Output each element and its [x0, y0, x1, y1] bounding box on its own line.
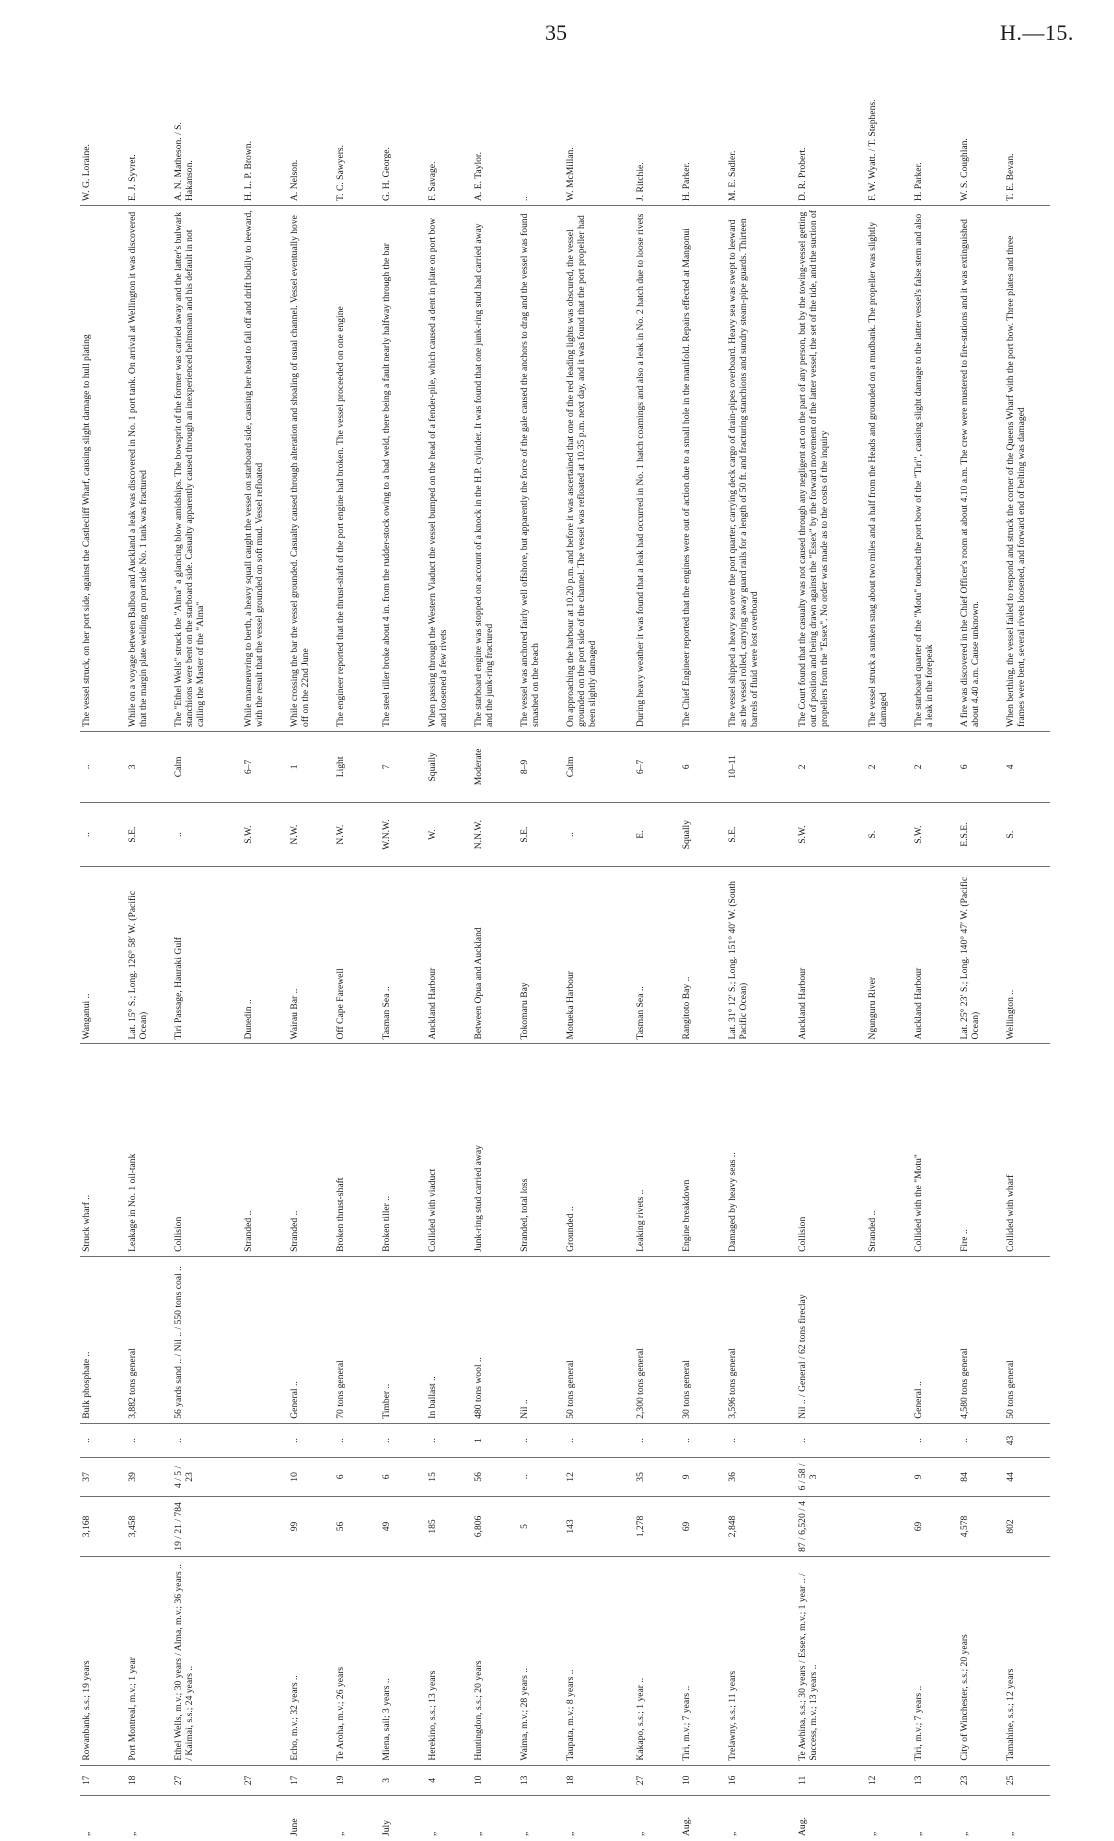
tonnage-cell [866, 1496, 912, 1557]
month-cell: June [288, 1796, 334, 1841]
crew-cell [242, 1458, 288, 1496]
month-cell: „ [564, 1796, 634, 1841]
force-cell: 10–11 [726, 731, 796, 802]
cargo-cell: 56 yards sand .. / Nil .. / 550 tons coal .. [172, 1256, 242, 1423]
nature-cell: Grounded .. [564, 1044, 634, 1256]
table-row [912, 80, 958, 1840]
crew-cell: 6 [380, 1458, 426, 1496]
wind-cell: S. [866, 802, 912, 867]
nature-cell: Fire .. [958, 1044, 1004, 1256]
tonnage-cell: 3,458 [126, 1496, 172, 1557]
wind-cell: S.E. [126, 802, 172, 867]
wind-cell: .. [172, 802, 242, 867]
month-cell: „ [472, 1796, 518, 1841]
cargo-cell: General .. [912, 1256, 958, 1423]
day-cell: 13 [912, 1765, 958, 1795]
vessel-cell: City of Winchester, s.s.; 20 years [958, 1557, 1004, 1765]
passengers-cell: .. [334, 1423, 380, 1457]
place-cell: Tasman Sea .. [380, 867, 426, 1044]
vessel-cell: Taupata, m.v.; 8 years .. [564, 1557, 634, 1765]
officer-cell: W. McMillan. [565, 147, 576, 201]
nature-cell: Junk-ring stud carried away [472, 1044, 518, 1256]
place-cell: Lat. 25° 23′ S.; Long. 140° 47′ W. (Pacific Ocean) [958, 867, 1004, 1044]
passengers-cell: .. [564, 1423, 634, 1457]
officer-cell: W. G. Loraine. [81, 144, 92, 201]
description-cell: The Chief Engineer reported that the engines were out of action due to a small hole in the manifold. Repairs effected at Mangonui [680, 206, 726, 732]
place-cell: Motueka Harbour [564, 867, 634, 1044]
wind-cell: S.W. [242, 802, 288, 867]
cargo-cell: 4,580 tons general [958, 1256, 1004, 1423]
month-cell: „ [426, 1796, 472, 1841]
table-row [126, 80, 172, 1840]
day-cell: 3 [380, 1765, 426, 1795]
cargo-cell: Timber .. [380, 1256, 426, 1423]
cargo-cell: 480 tons wool .. [472, 1256, 518, 1423]
place-cell: Rangitoto Bay .. [680, 867, 726, 1044]
force-cell: 2 [796, 731, 866, 802]
rotated-table-area [80, 80, 1080, 1840]
table-row [334, 80, 380, 1840]
table-body [80, 80, 1050, 1840]
place-cell: Dunedin .. [242, 867, 288, 1044]
crew-cell: 35 [634, 1458, 680, 1496]
cargo-cell: 50 tons general [564, 1256, 634, 1423]
nature-cell: Collision [172, 1044, 242, 1256]
crew-cell: 6 / 58 / 3 [796, 1458, 866, 1496]
table-row [80, 80, 126, 1840]
force-cell: 6 [958, 731, 1004, 802]
force-cell: Light [334, 731, 380, 802]
officer-cell: T. C. Sawyers. [335, 144, 346, 201]
table-row [680, 80, 726, 1840]
description-cell: The Court found that the casualty was not caused through any negligent act on the part of any person, but by the towing-vessel getting out of position and being drawn against the "Essex" by the forward movement of the latter vessel, the set of the tide, and the suction of propellers from the "Essex". No order was made as to the costs of the inquiry [796, 206, 866, 732]
force-cell: 8–9 [518, 731, 564, 802]
month-cell: „ [958, 1796, 1004, 1841]
officer-cell: A. E. Taylor. [473, 152, 484, 201]
table-row [866, 80, 912, 1840]
vessel-cell: Tiri, m.v.; 7 years .. [912, 1557, 958, 1765]
cargo-cell: 2,300 tons general [634, 1256, 680, 1423]
passengers-cell: .. [726, 1423, 796, 1457]
cargo-cell: Nil .. / General / 62 tons fireclay [796, 1256, 866, 1423]
month-cell: „ [518, 1796, 564, 1841]
month-cell: „ [726, 1796, 796, 1841]
place-cell: Tiri Passage, Hauraki Gulf [172, 867, 242, 1044]
tonnage-cell: 185 [426, 1496, 472, 1557]
nature-cell: Collided with the "Motu" [912, 1044, 958, 1256]
cargo-cell: 50 tons general [1004, 1256, 1050, 1423]
tonnage-cell: 19 / 21 / 784 [172, 1496, 242, 1557]
place-cell: Ngunguru River [866, 867, 912, 1044]
passengers-cell: .. [126, 1423, 172, 1457]
wind-cell: Squally [680, 802, 726, 867]
tonnage-cell: 1,278 [634, 1496, 680, 1557]
force-cell: 4 [1004, 731, 1050, 802]
wind-cell: S. [1004, 802, 1050, 867]
wind-cell: S.W. [796, 802, 866, 867]
tonnage-cell: 69 [680, 1496, 726, 1557]
officer-cell: H. Parker. [681, 162, 692, 201]
place-cell: Lat. 15° S.; Long. 126° 58′ W. (Pacific Ocean) [126, 867, 172, 1044]
tonnage-cell: 5 [518, 1496, 564, 1557]
place-cell: Tokomaru Bay [518, 867, 564, 1044]
officer-cell: A. Nelson. [289, 159, 300, 201]
force-cell: .. [80, 731, 126, 802]
table-row [1004, 80, 1050, 1840]
wind-cell: W. [426, 802, 472, 867]
day-cell: 17 [80, 1765, 126, 1795]
force-cell: 2 [866, 731, 912, 802]
force-cell: 1 [288, 731, 334, 802]
table-row [634, 80, 680, 1840]
force-cell: 2 [912, 731, 958, 802]
crew-cell: 4 / 5 / 23 [172, 1458, 242, 1496]
document-code: H.—15. [1000, 20, 1074, 45]
vessel-cell [242, 1557, 288, 1765]
month-cell: „ [912, 1796, 958, 1841]
force-cell: 7 [380, 731, 426, 802]
passengers-cell: .. [380, 1423, 426, 1457]
place-cell: Auckland Harbour [796, 867, 866, 1044]
nature-cell: Leakage in No. 1 oil-tank [126, 1044, 172, 1256]
nature-cell: Stranded .. [866, 1044, 912, 1256]
wind-cell: E.S.E. [958, 802, 1004, 867]
nature-cell: Stranded, total loss [518, 1044, 564, 1256]
nature-cell: Damaged by heavy seas .. [726, 1044, 796, 1256]
force-cell: Moderate [472, 731, 518, 802]
table-row [958, 80, 1004, 1840]
crew-cell: 15 [426, 1458, 472, 1496]
description-cell: A fire was discovered in the Chief Officer's room at about 4.10 a.m. The crew were mustered to fire-stations and it was extinguished about 4.40 a.m. Cause unknown. [958, 206, 1004, 732]
officer-cell: D. R. Probert. [797, 147, 808, 201]
wind-cell: S.W. [912, 802, 958, 867]
vessel-cell: Waima, m.v.; 28 years .. [518, 1557, 564, 1765]
crew-cell: 39 [126, 1458, 172, 1496]
crew-cell: 9 [680, 1458, 726, 1496]
description-cell: The vessel was anchored fairly well offshore, but apparently the force of the gale caused the anchors to drag and the vessel was found smashed on the beach [518, 206, 564, 732]
tonnage-cell: 2,848 [726, 1496, 796, 1557]
day-cell: 13 [518, 1765, 564, 1795]
description-cell: When berthing, the vessel failed to respond and struck the corner of the Queens Wharf with the port bow. Three plates and three frames were bent, several rivets loosened, and forward end of belting was damaged [1004, 206, 1050, 732]
passengers-cell [866, 1423, 912, 1457]
day-cell: 19 [334, 1765, 380, 1795]
passengers-cell: .. [288, 1423, 334, 1457]
day-cell: 10 [680, 1765, 726, 1795]
officer-cell: F. W. Wyatt. / T. Stephens. [867, 99, 878, 201]
wind-cell: .. [80, 802, 126, 867]
table-row [796, 80, 866, 1840]
month-cell: „ [1004, 1796, 1050, 1841]
month-cell: „ [334, 1796, 380, 1841]
vessel-cell [866, 1557, 912, 1765]
table-row [380, 80, 426, 1840]
crew-cell: 84 [958, 1458, 1004, 1496]
month-cell: July [380, 1796, 426, 1841]
cargo-cell [242, 1256, 288, 1423]
vessel-cell: Echo, m.v.; 32 years .. [288, 1557, 334, 1765]
passengers-cell: .. [958, 1423, 1004, 1457]
description-cell: During heavy weather it was found that a leak had occurred in No. 1 hatch coamings and also a leak in No. 2 hatch due to loose rivets [634, 206, 680, 732]
nature-cell: Collided with wharf [1004, 1044, 1050, 1256]
casualty-table [80, 80, 1050, 1840]
officer-cell: H. L. P. Brown. [243, 141, 254, 201]
wind-cell: N.N.W. [472, 802, 518, 867]
crew-cell: 44 [1004, 1458, 1050, 1496]
tonnage-cell: 802 [1004, 1496, 1050, 1557]
passengers-cell: 1 [472, 1423, 518, 1457]
description-cell: When passing through the Western Viaduct the vessel bumped on the head of a fender-pile, which caused a dent in plate on port bow and loosened a few rivets [426, 206, 472, 732]
officer-cell: T. E. Bevan. [1005, 153, 1016, 201]
place-cell: Wanganui .. [80, 867, 126, 1044]
tonnage-cell: 6,806 [472, 1496, 518, 1557]
vessel-cell: Herekino, s.s.; 13 years [426, 1557, 472, 1765]
passengers-cell [242, 1423, 288, 1457]
crew-cell: 36 [726, 1458, 796, 1496]
force-cell: 6–7 [634, 731, 680, 802]
force-cell: 6 [680, 731, 726, 802]
officer-cell: G. H. George. [381, 147, 392, 201]
wind-cell: S.E. [518, 802, 564, 867]
cargo-cell: 30 tons general [680, 1256, 726, 1423]
crew-cell: 9 [912, 1458, 958, 1496]
table-row [242, 80, 288, 1840]
nature-cell: Collided with viaduct [426, 1044, 472, 1256]
crew-cell: 10 [288, 1458, 334, 1496]
crew-cell: 6 [334, 1458, 380, 1496]
month-cell [242, 1796, 288, 1841]
officer-cell: W. S. Coughlan. [959, 138, 970, 201]
table-row [172, 80, 242, 1840]
nature-cell: Collision [796, 1044, 866, 1256]
nature-cell: Broken thrust-shaft [334, 1044, 380, 1256]
cargo-cell [866, 1256, 912, 1423]
table-row [518, 80, 564, 1840]
place-cell: Auckland Harbour [912, 867, 958, 1044]
tonnage-cell: 69 [912, 1496, 958, 1557]
officer-cell: .. [519, 196, 530, 201]
cargo-cell: Nil .. [518, 1256, 564, 1423]
force-cell: 6–7 [242, 731, 288, 802]
tonnage-cell: 87 / 6,520 / 4 [796, 1496, 866, 1557]
table-row [726, 80, 796, 1840]
passengers-cell: .. [912, 1423, 958, 1457]
month-cell: Aug. [796, 1796, 866, 1841]
day-cell: 25 [1004, 1765, 1050, 1795]
day-cell: 12 [866, 1765, 912, 1795]
description-cell: While crossing the bar the vessel grounded. Casualty caused through alteration and shoaling of usual channel. Vessel eventually hove off on the 22nd June [288, 206, 334, 732]
day-cell: 11 [796, 1765, 866, 1795]
passengers-cell: .. [426, 1423, 472, 1457]
cargo-cell: 70 tons general [334, 1256, 380, 1423]
table-row [288, 80, 334, 1840]
cargo-cell: 3,596 tons general [726, 1256, 796, 1423]
description-cell: The "Ethel Wells" struck the "Alma" a glancing blow amidships. The bowsprit of the former was carried away and the latter's bulwark stanchions were bent on the starboard side. Casualty apparently caused through an inexperienced helmsman and his default in not calling the Master of the "Alma" [172, 206, 242, 732]
day-cell: 16 [726, 1765, 796, 1795]
nature-cell: Engine breakdown [680, 1044, 726, 1256]
description-cell: The vessel struck, on her port side, against the Castlecliff Wharf, causing slight damage to hull plating [80, 206, 126, 732]
nature-cell: Stranded .. [288, 1044, 334, 1256]
force-cell: Calm [564, 731, 634, 802]
description-cell: The engineer reported that the thrust-shaft of the port engine had broken. The vessel proceeded on one engine [334, 206, 380, 732]
vessel-cell: Tiri, m.v.; 7 years .. [680, 1557, 726, 1765]
passengers-cell: .. [796, 1423, 866, 1457]
vessel-cell: Tamahine, s.s.; 12 years [1004, 1557, 1050, 1765]
nature-cell: Broken tiller .. [380, 1044, 426, 1256]
officer-cell: E. J. Syvret. [127, 154, 138, 201]
officer-cell: M. E. Sadler. [727, 150, 738, 201]
place-cell: Tasman Sea .. [634, 867, 680, 1044]
force-cell: Calm [172, 731, 242, 802]
page-number: 35 [545, 20, 567, 45]
crew-cell: 12 [564, 1458, 634, 1496]
day-cell: 17 [288, 1765, 334, 1795]
passengers-cell: .. [634, 1423, 680, 1457]
day-cell: 18 [126, 1765, 172, 1795]
month-cell [172, 1796, 242, 1841]
crew-cell: 37 [80, 1458, 126, 1496]
tonnage-cell: 56 [334, 1496, 380, 1557]
tonnage-cell: 49 [380, 1496, 426, 1557]
nature-cell: Leaking rivets .. [634, 1044, 680, 1256]
passengers-cell: .. [80, 1423, 126, 1457]
cargo-cell: Bulk phosphate .. [80, 1256, 126, 1423]
tonnage-cell: 4,578 [958, 1496, 1004, 1557]
officer-cell: F. Savage. [427, 161, 438, 201]
wind-cell: W.N.W. [380, 802, 426, 867]
cargo-cell: General .. [288, 1256, 334, 1423]
month-cell: „ [126, 1796, 172, 1841]
cargo-cell: In ballast .. [426, 1256, 472, 1423]
table-row [426, 80, 472, 1840]
officer-cell: H. Parker. [913, 162, 924, 201]
day-cell: 27 [172, 1765, 242, 1795]
wind-cell: N.W. [334, 802, 380, 867]
day-cell: 18 [564, 1765, 634, 1795]
place-cell: Between Opua and Auckland [472, 867, 518, 1044]
vessel-cell: Huntingdon, s.s.; 20 years [472, 1557, 518, 1765]
wind-cell: E. [634, 802, 680, 867]
month-cell: „ [634, 1796, 680, 1841]
place-cell: Wairau Bar .. [288, 867, 334, 1044]
cargo-cell: 3,882 tons general [126, 1256, 172, 1423]
description-cell: The vessel struck a sunken snag about two miles and a half from the Heads and grounded on a mudbank. The propeller was slightly damaged [866, 206, 912, 732]
crew-cell: .. [518, 1458, 564, 1496]
place-cell: Auckland Harbour [426, 867, 472, 1044]
month-cell: Aug. [680, 1796, 726, 1841]
month-cell: „ [866, 1796, 912, 1841]
vessel-cell: Kakapo, s.s.; 1 year .. [634, 1557, 680, 1765]
vessel-cell: Te Aroha, m.v.; 26 years [334, 1557, 380, 1765]
description-cell: The starboard quarter of the "Motu" touched the port bow of the "Tiri", causing slight damage to the latter vessel's false stem and also a leak in the forepeak [912, 206, 958, 732]
passengers-cell: .. [172, 1423, 242, 1457]
passengers-cell: 43 [1004, 1423, 1050, 1457]
place-cell: Wellington .. [1004, 867, 1050, 1044]
place-cell: Lat. 31° 12′ S.; Long. 151° 40′ W. (South Pacific Ocean) [726, 867, 796, 1044]
place-cell: Off Cape Farewell [334, 867, 380, 1044]
day-cell: 10 [472, 1765, 518, 1795]
description-cell: On approaching the harbour at 10.20 p.m. and before it was ascertained that one of the red leading lights was obscured, the vessel grounded on the port side of the channel. The vessel was refloated at 10.35 p.m. next day, and it was found that the port propeller had been slightly damaged [564, 206, 634, 732]
vessel-cell: Ethel Wells, m.v.; 30 years / Alma, m.v.; 36 years .. / Kaimai, s.s.; 24 years .. [172, 1557, 242, 1765]
vessel-cell: Trelawny, s.s.; 11 years [726, 1557, 796, 1765]
officer-cell: J. Ritchie. [635, 162, 646, 201]
description-cell: While on a voyage between Balboa and Auckland a leak was discovered in No. 1 port tank. On arrival at Wellington it was discovered that the margin plate welding on port side No. 1 tank was fractured [126, 206, 172, 732]
crew-cell: 56 [472, 1458, 518, 1496]
description-cell: The starboard engine was stopped on account of a knock in the H.P. cylinder. It was found that one junk-ring stud had carried away and the junk-ring fractured [472, 206, 518, 732]
vessel-cell: Miena, sail; 3 years .. [380, 1557, 426, 1765]
wind-cell: N.W. [288, 802, 334, 867]
tonnage-cell: 143 [564, 1496, 634, 1557]
vessel-cell: Port Montreal, m.v.; 1 year [126, 1557, 172, 1765]
day-cell: 27 [634, 1765, 680, 1795]
force-cell: 3 [126, 731, 172, 802]
wind-cell: .. [564, 802, 634, 867]
passengers-cell: .. [680, 1423, 726, 1457]
wind-cell: S.E. [726, 802, 796, 867]
table-row [472, 80, 518, 1840]
tonnage-cell: 99 [288, 1496, 334, 1557]
force-cell: Squally [426, 731, 472, 802]
table-row [564, 80, 634, 1840]
description-cell: The steel tiller broke about 4 in. from the rudder-stock owing to a bad weld, there being a fault nearly halfway through the bar [380, 206, 426, 732]
month-cell: „ [80, 1796, 126, 1841]
tonnage-cell [242, 1496, 288, 1557]
crew-cell [866, 1458, 912, 1496]
description-cell: The vessel shipped a heavy sea over the port quarter, carrying deck cargo of drain-pipes overboard. Heavy sea was swept to leeward as the vessel rolled, carrying away guard rails for a length of 50 ft. and fracturing stanchions and sundry steam-pipe guards. Thirteen barrels of fluid were lost overboard [726, 206, 796, 732]
nature-cell: Struck wharf .. [80, 1044, 126, 1256]
day-cell: 27 [242, 1765, 288, 1795]
day-cell: 4 [426, 1765, 472, 1795]
passengers-cell: .. [518, 1423, 564, 1457]
vessel-cell: Te Awhina, s.s.; 30 years / Essex, m.v.; 1 year .. / Success, m.v.; 13 years .. [796, 1557, 866, 1765]
day-cell: 23 [958, 1765, 1004, 1795]
vessel-cell: Rowanbank, s.s.; 19 years [80, 1557, 126, 1765]
description-cell: While manœuvring to berth, a heavy squall caught the vessel on starboard side, causing her head to fall off and drift bodily to leeward, with the result that the vessel grounded on soft mud. Vessel refloated [242, 206, 288, 732]
tonnage-cell: 3,168 [80, 1496, 126, 1557]
nature-cell: Stranded .. [242, 1044, 288, 1256]
rotated-table-container [80, 80, 1080, 1840]
officer-cell: A. N. Matheson. / S. Hakanson. [173, 122, 196, 201]
